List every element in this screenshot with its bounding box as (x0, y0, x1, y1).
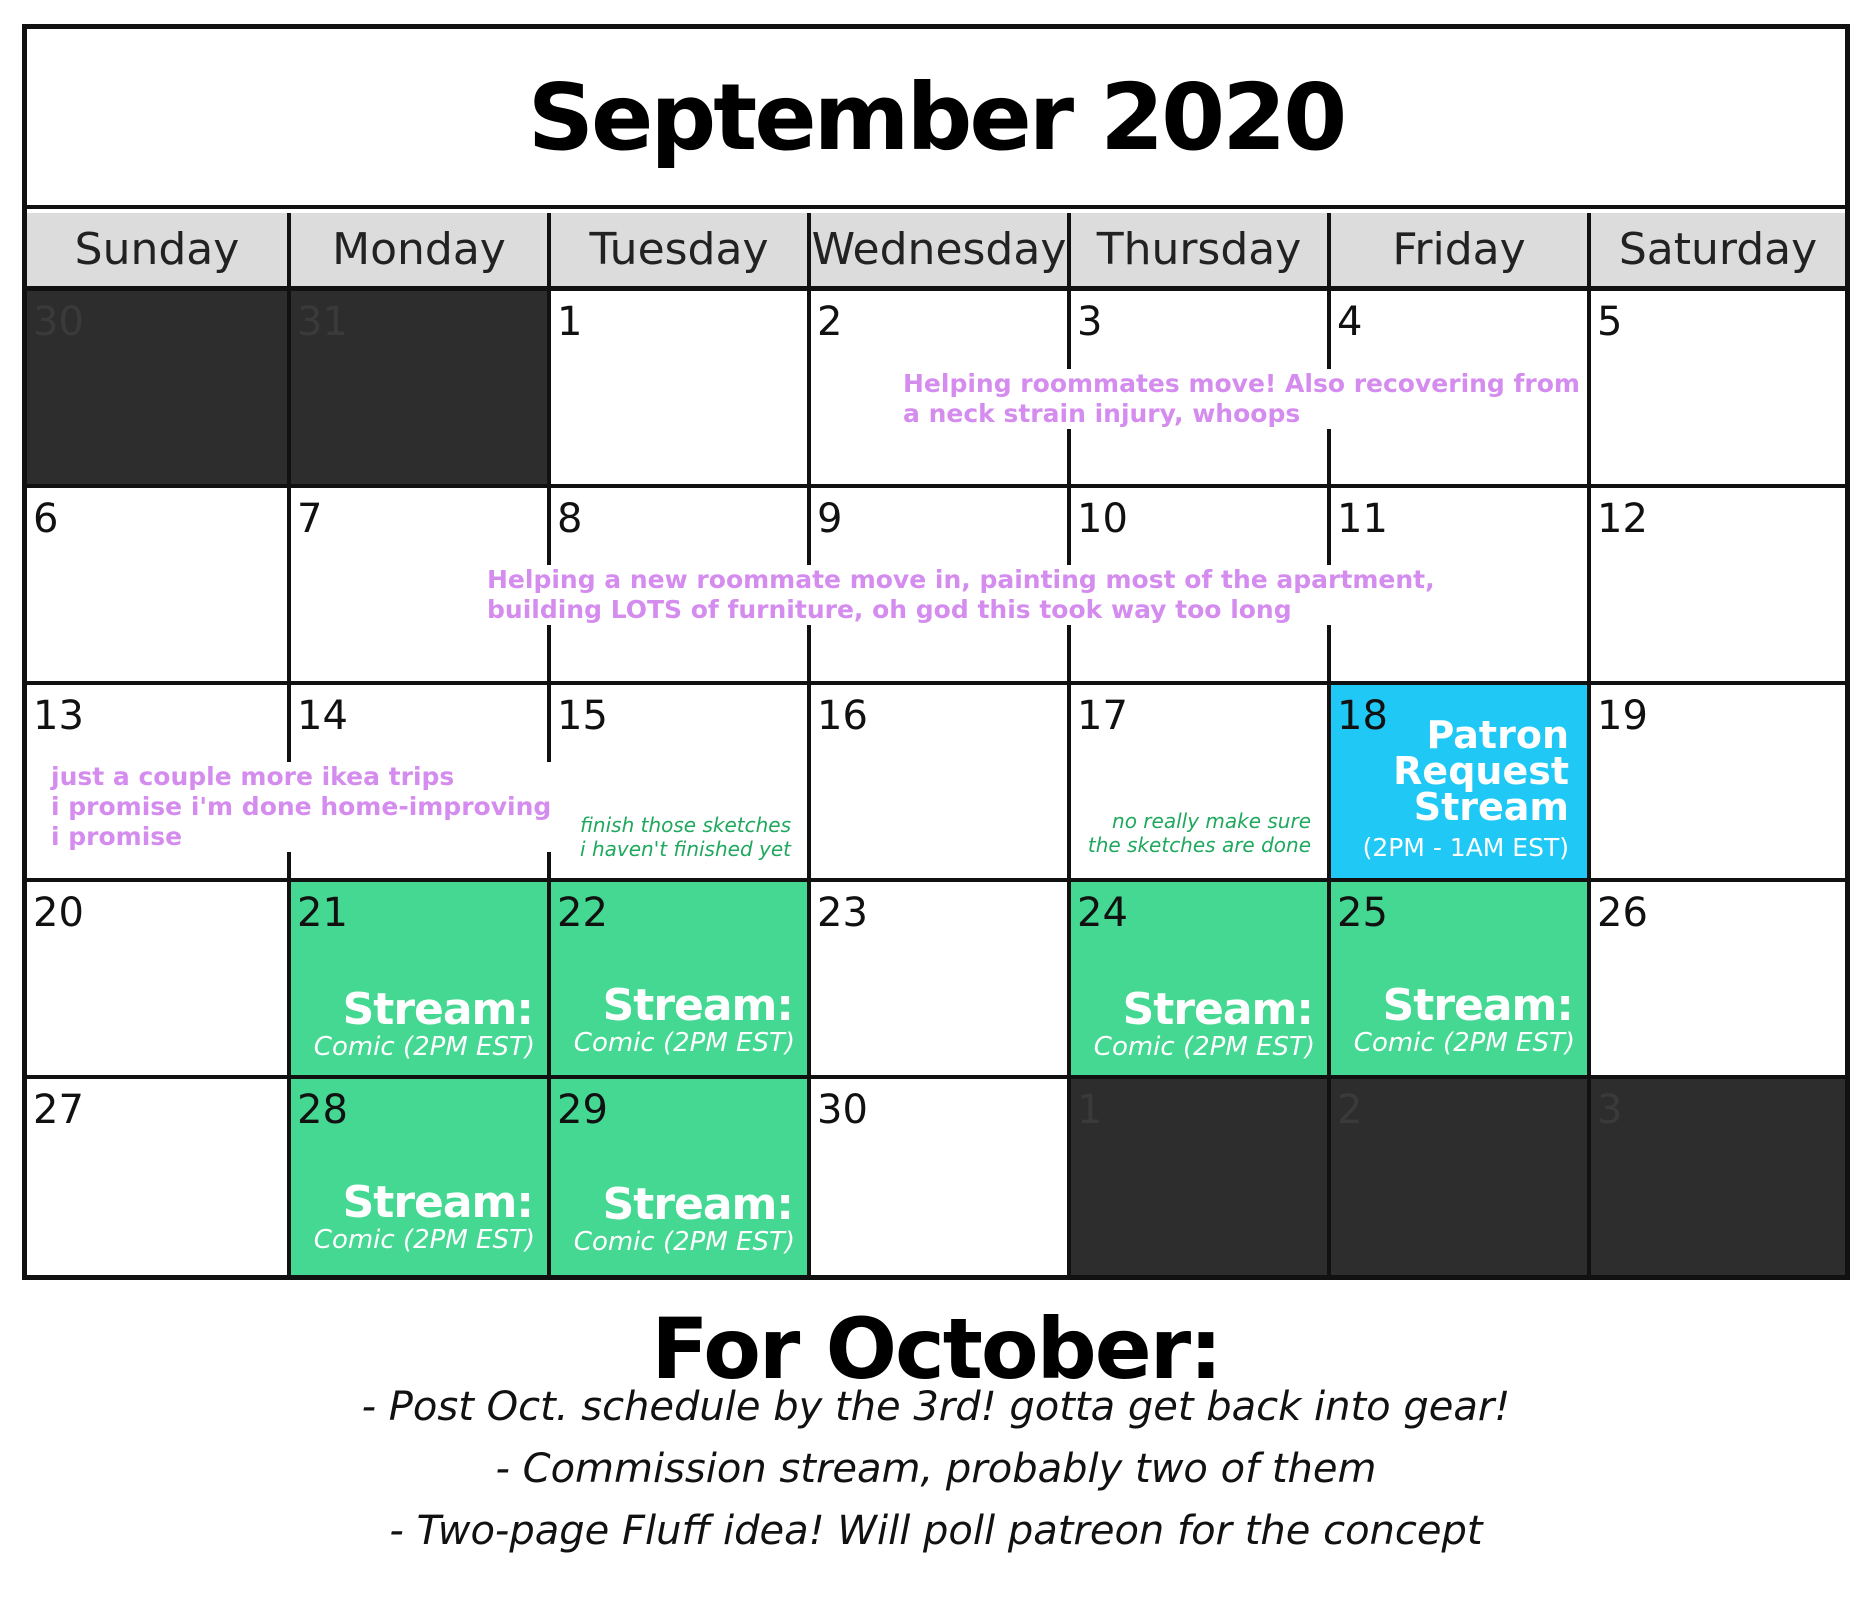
day-number: 3 (1077, 299, 1103, 345)
day-cell (1591, 488, 1845, 685)
day-cell (1071, 685, 1331, 882)
stream-time: Comic (2PM EST) (573, 1028, 795, 1058)
day-number: 8 (557, 496, 583, 542)
stream-time: Comic (2PM EST) (1093, 1032, 1315, 1062)
day-number: 16 (817, 693, 868, 739)
stream-cell (291, 1079, 551, 1275)
stream-cell (551, 1079, 811, 1275)
stream-cell (1331, 882, 1591, 1079)
note-sketches-done: no really make sure the sketches are done (1087, 809, 1311, 857)
day-number: 25 (1337, 890, 1388, 936)
day-cell (291, 291, 551, 488)
stream-cell (291, 882, 551, 1079)
calendar (22, 24, 1850, 1280)
day-number: 23 (817, 890, 868, 936)
day-number: 4 (1337, 299, 1363, 345)
stream-label: Stream: (342, 984, 533, 1035)
day-number: 20 (33, 890, 84, 936)
day-cell (27, 882, 291, 1079)
note-week3: just a couple more ikea trips i promise i'm done home-improving i promise (51, 762, 552, 851)
day-number: 10 (1077, 496, 1128, 542)
stream-label: Stream: (602, 980, 793, 1031)
day-number: 7 (297, 496, 323, 542)
day-number: 21 (297, 890, 348, 936)
stream-label: Stream: (342, 1177, 533, 1228)
day-number: 28 (297, 1087, 348, 1133)
day-number: 15 (557, 693, 608, 739)
stream-label: Stream: (1122, 984, 1313, 1035)
day-cell (27, 488, 291, 685)
patron-line: Patron (1426, 713, 1569, 757)
patron-stream-cell (1331, 685, 1591, 882)
day-cell (811, 882, 1071, 1079)
day-number: 6 (33, 496, 59, 542)
stream-time: Comic (2PM EST) (313, 1225, 535, 1255)
stream-time: Comic (2PM EST) (313, 1032, 535, 1062)
note-sketches: finish those sketches i haven't finished yet (580, 813, 791, 861)
day-cell (1331, 1079, 1591, 1275)
day-cell (27, 291, 291, 488)
weekday-saturday: Saturday (1591, 213, 1845, 291)
patron-line: Request (1393, 749, 1569, 793)
patron-stream-time: (2PM - 1AM EST) (1362, 833, 1569, 862)
patron-line: Stream (1413, 785, 1569, 829)
day-cell (551, 291, 811, 488)
weekday-thursday: Thursday (1071, 213, 1331, 291)
patron-stream-label (1393, 713, 1569, 829)
day-number: 5 (1597, 299, 1623, 345)
october-heading: For October: (651, 1300, 1221, 1398)
day-number: 14 (297, 693, 348, 739)
day-number: 13 (33, 693, 84, 739)
day-number: 29 (557, 1087, 608, 1133)
october-item: - Commission stream, probably two of them (495, 1446, 1377, 1492)
day-number: 12 (1597, 496, 1648, 542)
october-item: - Post Oct. schedule by the 3rd! gotta get back into gear! (361, 1384, 1511, 1430)
note-week2: Helping a new roommate move in, painting most of the apartment, building LOTS of furniture, oh god this took way too long (487, 565, 1435, 624)
note-week1: Helping roommates move! Also recovering from a neck strain injury, whoops (903, 369, 1580, 428)
day-cell (1071, 1079, 1331, 1275)
calendar-title: September 2020 (27, 29, 1845, 209)
stream-label: Stream: (602, 1179, 793, 1230)
day-number: 2 (1337, 1087, 1363, 1133)
day-number: 2 (817, 299, 843, 345)
day-number: 11 (1337, 496, 1388, 542)
day-number: 19 (1597, 693, 1648, 739)
weekday-monday: Monday (291, 213, 551, 291)
day-cell (811, 1079, 1071, 1275)
day-cell (551, 685, 811, 882)
day-cell (27, 1079, 291, 1275)
weekday-tuesday: Tuesday (551, 213, 811, 291)
stream-time: Comic (2PM EST) (1353, 1028, 1575, 1058)
day-number: 1 (1077, 1087, 1103, 1133)
day-number: 30 (33, 299, 84, 345)
day-number: 22 (557, 890, 608, 936)
day-number: 18 (1337, 693, 1388, 739)
day-cell (1591, 685, 1845, 882)
stream-time: Comic (2PM EST) (573, 1227, 795, 1257)
day-number: 17 (1077, 693, 1128, 739)
weekday-sunday: Sunday (27, 213, 291, 291)
october-item: - Two-page Fluff idea! Will poll patreon for the concept (389, 1508, 1483, 1554)
day-number: 9 (817, 496, 843, 542)
day-cell (811, 685, 1071, 882)
day-number: 26 (1597, 890, 1648, 936)
stream-cell (1071, 882, 1331, 1079)
day-number: 27 (33, 1087, 84, 1133)
weekday-friday: Friday (1331, 213, 1591, 291)
day-number: 24 (1077, 890, 1128, 936)
stream-cell (551, 882, 811, 1079)
weekday-wednesday: Wednesday (811, 213, 1071, 291)
stream-label: Stream: (1382, 980, 1573, 1031)
day-number: 1 (557, 299, 583, 345)
day-cell (1591, 291, 1845, 488)
day-cell (1591, 882, 1845, 1079)
day-number: 3 (1597, 1087, 1623, 1133)
day-cell (1591, 1079, 1845, 1275)
day-number: 30 (817, 1087, 868, 1133)
day-number: 31 (297, 299, 348, 345)
